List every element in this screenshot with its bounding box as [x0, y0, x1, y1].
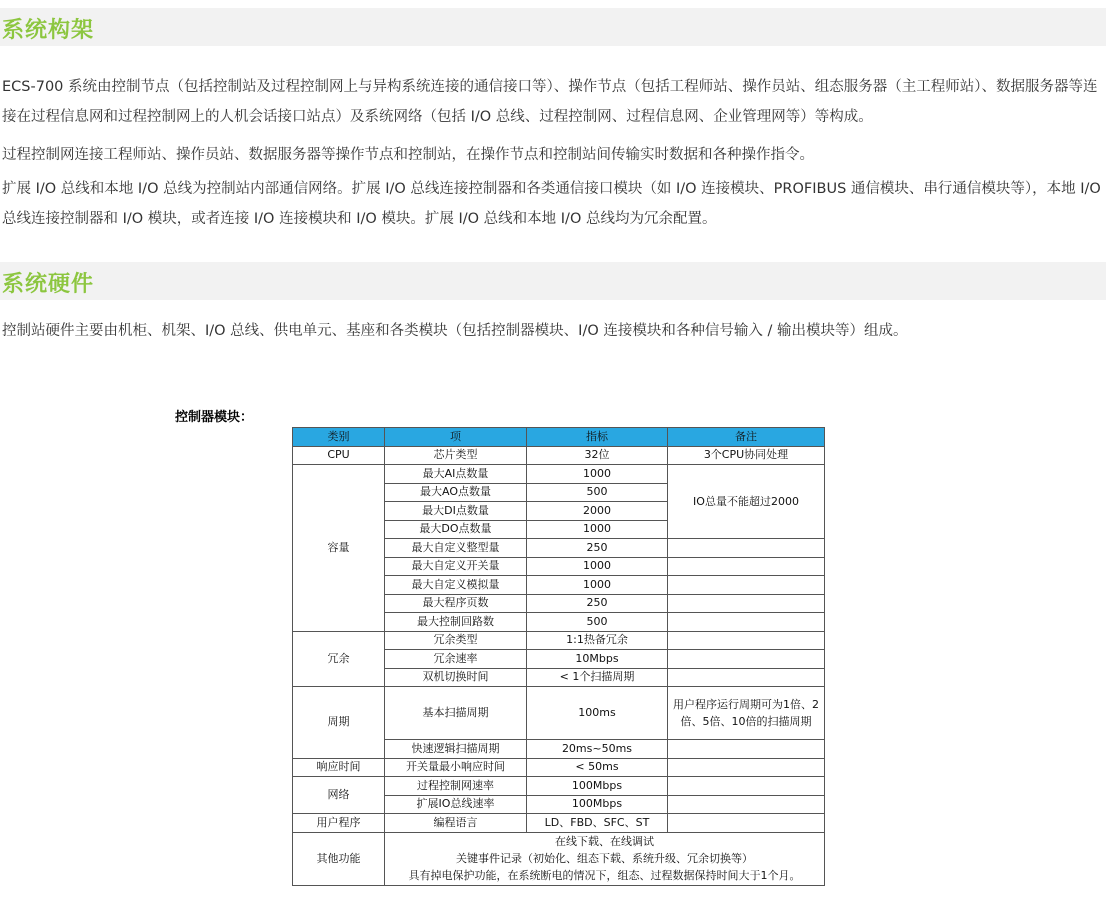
value-cell: 500: [527, 483, 668, 502]
header-category: 类别: [293, 428, 385, 447]
paragraph: 过程控制网连接工程师站、操作员站、数据服务器等操作节点和控制站，在操作节点和控制站间传输实时数据和各种操作指令。: [2, 147, 814, 163]
group-cell: 其他功能: [293, 832, 385, 885]
note-cell: [668, 777, 825, 796]
paragraph: 扩展 I/O 总线和本地 I/O 总线为控制站内部通信网络。扩展 I/O 总线连接控制器和各类通信接口模块（如 I/O 连接模块、PROFIBUS 通信模块、串行通信模块等），本地 I/O 总线连接控制器和 I/O 模块，或者连接 I/O 连接模块和 I/O 模块。扩展 I/O 总线和本地 I/O 总线均为冗余配置。: [2, 181, 1101, 227]
table-row: [293, 446, 825, 465]
other-functions-cell: [385, 832, 825, 885]
item-cell: 扩展IO总线速率: [385, 795, 527, 814]
table-row: [293, 832, 825, 885]
table-header-row: [293, 428, 825, 447]
value-cell: 1000: [527, 576, 668, 595]
item-cell: 冗余速率: [385, 650, 527, 669]
value-cell: 250: [527, 539, 668, 558]
note-cell: [668, 594, 825, 613]
value-cell: 1000: [527, 465, 668, 484]
item-cell: 冗余类型: [385, 631, 527, 650]
group-cell: 用户程序: [293, 814, 385, 833]
value-cell: < 50ms: [527, 758, 668, 777]
group-cell: 网络: [293, 777, 385, 814]
table-row: [293, 465, 825, 484]
other-function-line: 具有掉电保护功能，在系统断电的情况下，组态、过程数据保持时间大于1个月。: [408, 869, 801, 882]
item-cell: 快速逻辑扫描周期: [385, 740, 527, 759]
note-cell: IO总量不能超过2000: [668, 465, 825, 539]
note-cell: [668, 576, 825, 595]
item-cell: 编程语言: [385, 814, 527, 833]
value-cell: LD、FBD、SFC、ST: [527, 814, 668, 833]
value-cell: 500: [527, 613, 668, 632]
item-cell: 最大AI点数量: [385, 465, 527, 484]
paragraph: ECS-700 系统由控制节点（包括控制站及过程控制网上与异构系统连接的通信接口等）、操作节点（包括工程师站、操作员站、组态服务器（主工程师站）、数据服务器等连接在过程信息网和过程控制网上的人机会话接口站点）及系统网络（包括 I/O 总线、过程控制网、过程信息网、企业管理网等）等构成。: [2, 79, 1098, 125]
table-caption: 控制器模块：: [175, 410, 254, 425]
group-cell: 响应时间: [293, 758, 385, 777]
item-cell: 最大程序页数: [385, 594, 527, 613]
note-cell: [668, 631, 825, 650]
note-cell: [668, 613, 825, 632]
paragraph: 控制站硬件主要由机柜、机架、I/O 总线、供电单元、基座和各类模块（包括控制器模块、I/O 连接模块和各种信号输入 / 输出模块等）组成。: [2, 323, 908, 339]
value-cell: 1000: [527, 557, 668, 576]
item-cell: 开关量最小响应时间: [385, 758, 527, 777]
table-row: [293, 777, 825, 796]
note-cell: 3个CPU协同处理: [668, 446, 825, 465]
note-cell: [668, 758, 825, 777]
note-cell: [668, 668, 825, 687]
other-function-line: 关键事件记录（初始化、组态下载、系统升级、冗余切换等）: [456, 852, 753, 865]
value-cell: < 1个扫描周期: [527, 668, 668, 687]
item-cell: 最大DI点数量: [385, 502, 527, 521]
value-cell: 2000: [527, 502, 668, 521]
note-cell: [668, 740, 825, 759]
table-row: [293, 687, 825, 740]
table-row: [293, 814, 825, 833]
value-cell: 32位: [527, 446, 668, 465]
value-cell: 100Mbps: [527, 795, 668, 814]
header-note: 备注: [668, 428, 825, 447]
section-header-hardware: [0, 262, 1106, 300]
value-cell: 10Mbps: [527, 650, 668, 669]
item-cell: 最大DO点数量: [385, 520, 527, 539]
group-cell: CPU: [293, 446, 385, 465]
item-cell: 最大自定义模拟量: [385, 576, 527, 595]
header-item: 项: [385, 428, 527, 447]
value-cell: 20ms~50ms: [527, 740, 668, 759]
value-cell: 100Mbps: [527, 777, 668, 796]
table-row: [293, 758, 825, 777]
header-value: 指标: [527, 428, 668, 447]
group-cell: 周期: [293, 687, 385, 759]
item-cell: 最大AO点数量: [385, 483, 527, 502]
value-cell: 1000: [527, 520, 668, 539]
other-function-line: 在线下载、在线调试: [555, 835, 654, 848]
note-cell: 用户程序运行周期可为1倍、2倍、5倍、10倍的扫描周期: [668, 687, 825, 740]
item-cell: 最大控制回路数: [385, 613, 527, 632]
note-cell: [668, 557, 825, 576]
section-header-architecture: [0, 8, 1106, 46]
controller-spec-table: [292, 427, 825, 886]
item-cell: 最大自定义整型量: [385, 539, 527, 558]
table-row: [293, 631, 825, 650]
value-cell: 250: [527, 594, 668, 613]
note-cell: [668, 650, 825, 669]
item-cell: 最大自定义开关量: [385, 557, 527, 576]
group-cell: 冗余: [293, 631, 385, 687]
value-cell: 1:1热备冗余: [527, 631, 668, 650]
section-title: 系统硬件: [2, 272, 95, 297]
value-cell: 100ms: [527, 687, 668, 740]
section-title: 系统构架: [2, 18, 95, 43]
note-cell: [668, 539, 825, 558]
item-cell: 双机切换时间: [385, 668, 527, 687]
item-cell: 基本扫描周期: [385, 687, 527, 740]
note-cell: [668, 795, 825, 814]
item-cell: 过程控制网速率: [385, 777, 527, 796]
note-cell: [668, 814, 825, 833]
group-cell: 容量: [293, 465, 385, 632]
item-cell: 芯片类型: [385, 446, 527, 465]
